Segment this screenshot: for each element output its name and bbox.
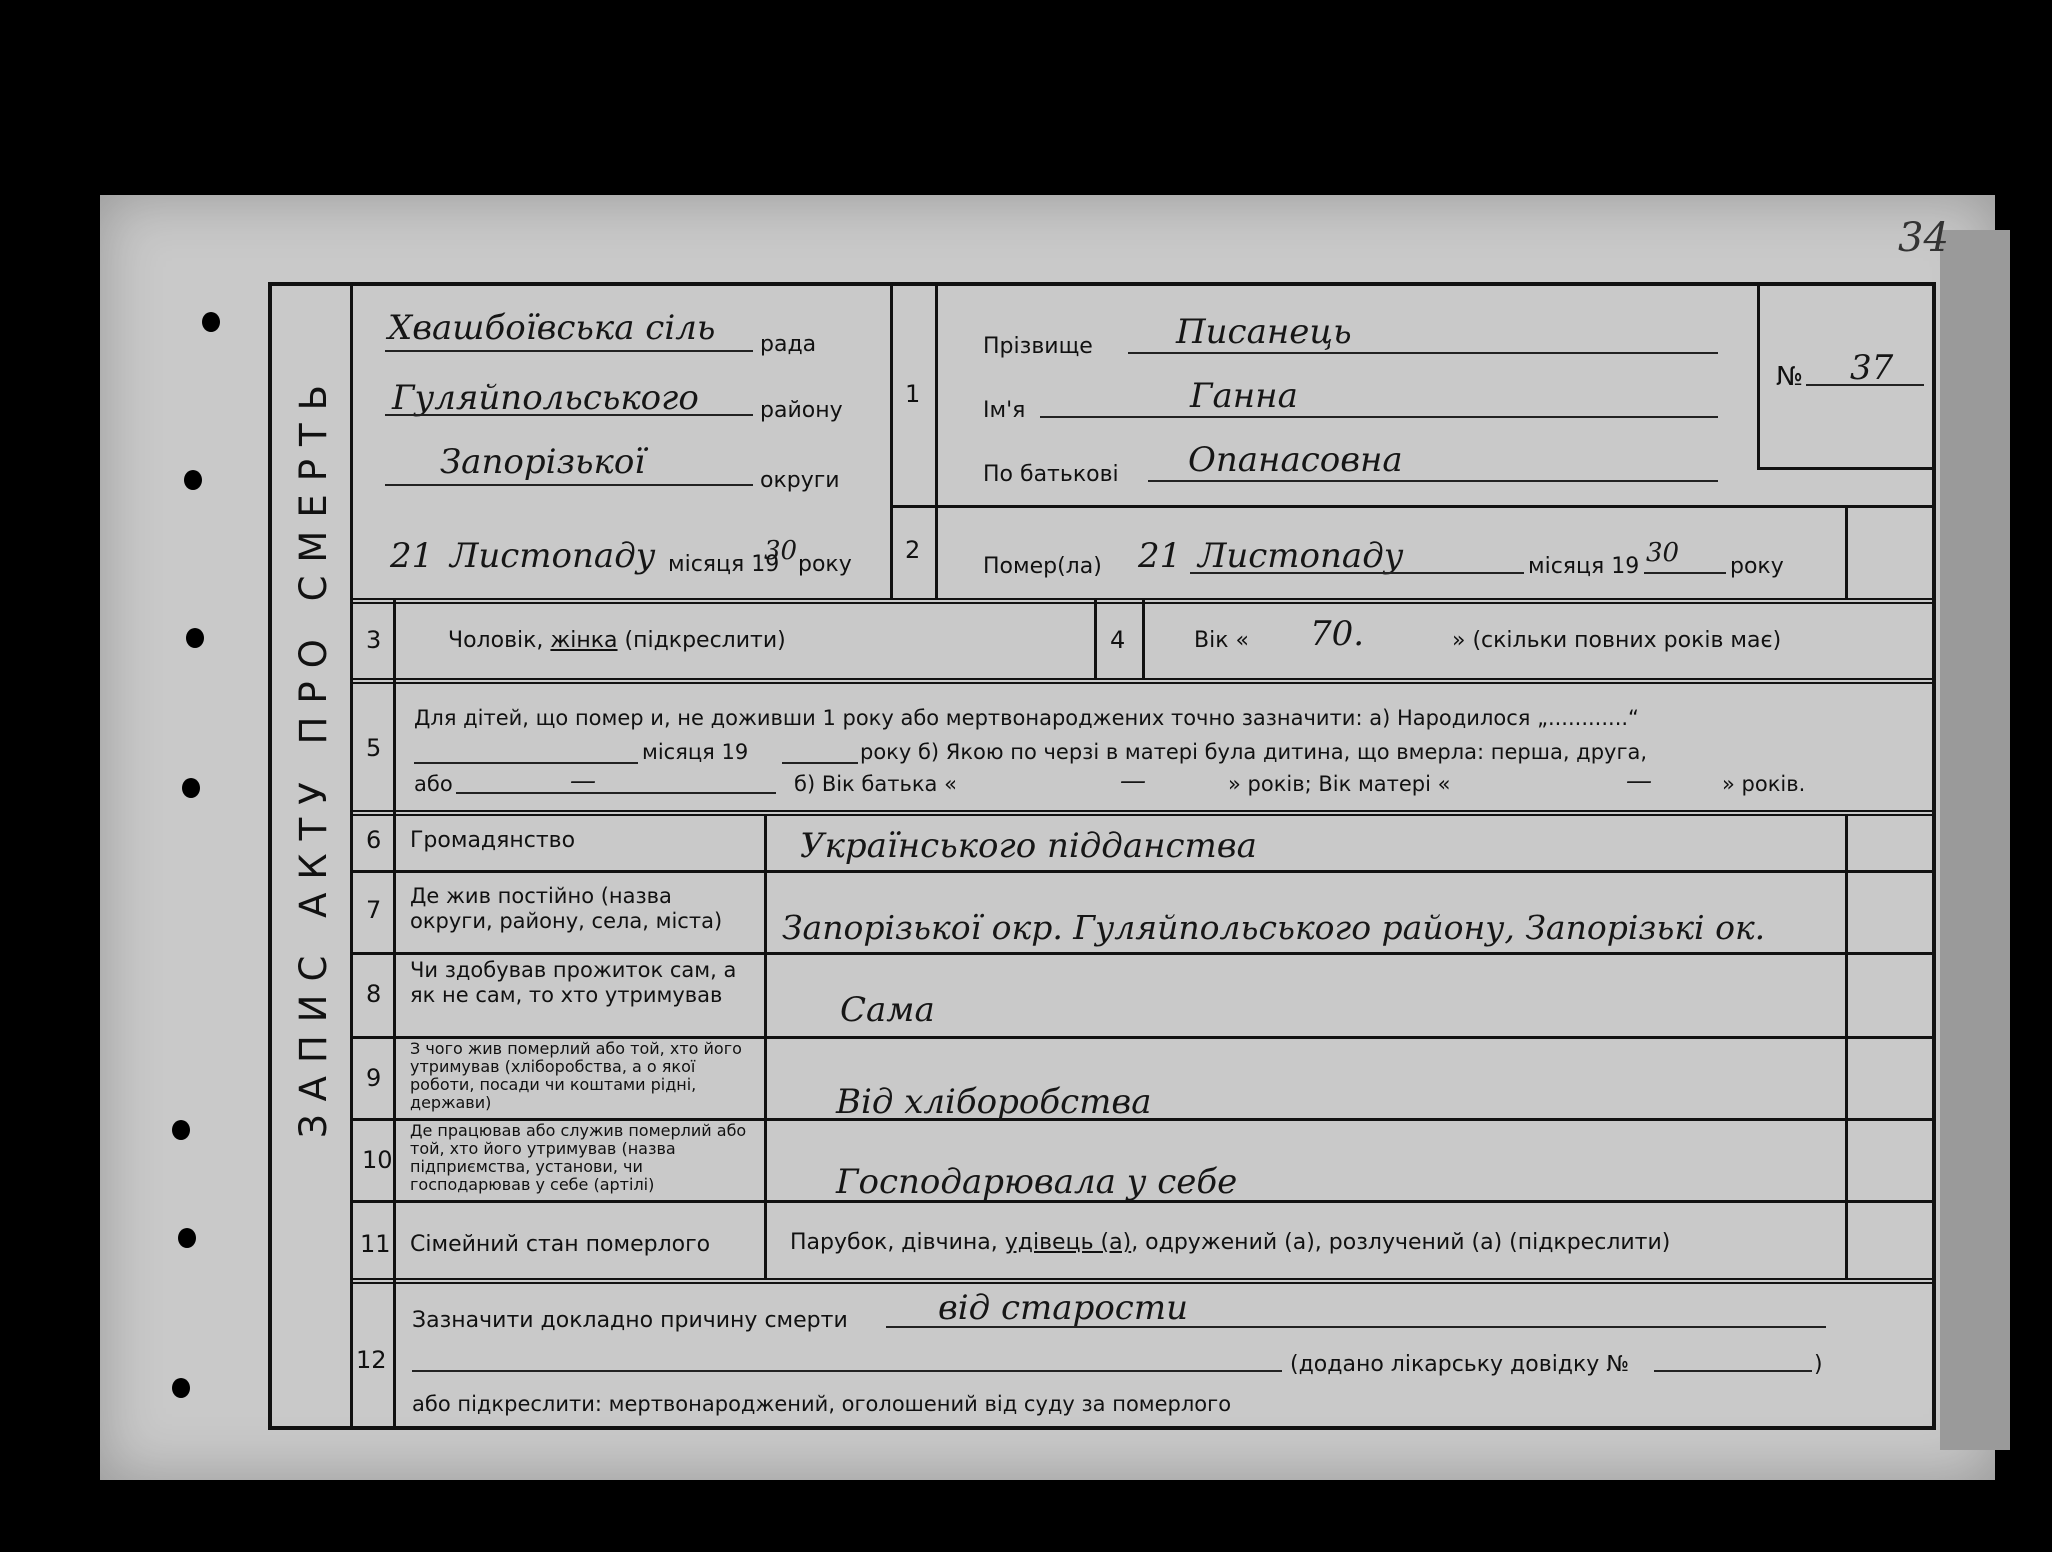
- record-no-label: №: [1776, 362, 1804, 392]
- section-number: 3: [366, 626, 382, 654]
- infant-line-1: Для дітей, що помер и, не доживши 1 року або мертвонароджених точно зазначити: а) Народилося „............“: [414, 706, 1639, 730]
- date-year-handwritten: 30: [764, 536, 798, 566]
- died-label: Помер(ла): [983, 554, 1102, 579]
- side-title: ЗАПИС АКТУ ПРО СМЕРТЬ: [292, 371, 335, 1139]
- marital-opt-widow-underlined: удівець (а): [1004, 1230, 1132, 1255]
- page-number: 34: [1898, 215, 1949, 261]
- divider-header: [890, 282, 893, 600]
- fill-line: [1190, 572, 1524, 574]
- fill-line: [414, 762, 638, 764]
- income-source-handwritten: Від хліборобства: [836, 1082, 1152, 1122]
- infant-month-label: місяця 19: [642, 740, 749, 764]
- infant-dash-handwritten: —: [570, 766, 596, 796]
- date-month-handwritten: Листопаду: [450, 536, 656, 576]
- fill-line: [1654, 1370, 1812, 1372]
- died-year-label: року: [1730, 554, 1784, 579]
- fill-line: [456, 792, 776, 794]
- infant-mother-age-label: » років; Вік матері «: [1228, 772, 1451, 796]
- divider-right-lower: [1845, 815, 1848, 1280]
- punch-hole: [178, 1228, 196, 1248]
- section-number: 6: [366, 826, 382, 854]
- age-hint: » (скільки повних років має): [1452, 628, 1782, 653]
- council-handwritten: Хвашбоївська сіль: [388, 308, 716, 348]
- surname-label: Прізвище: [983, 334, 1093, 359]
- date-day-handwritten: 21: [390, 536, 434, 576]
- infant-mother-age-handwritten: —: [1626, 766, 1652, 796]
- divider-row3: [350, 598, 1936, 604]
- died-day-handwritten: 21: [1138, 536, 1182, 576]
- died-year-handwritten: 30: [1646, 538, 1680, 568]
- date-month-label: місяця 19: [668, 552, 780, 577]
- infant-or-label: або: [414, 772, 453, 796]
- citizenship-handwritten: Українського підданства: [800, 826, 1257, 866]
- livelihood-handwritten: Сама: [840, 990, 935, 1030]
- okruha-handwritten: Запорізької: [440, 442, 646, 482]
- name-label: Ім'я: [983, 398, 1026, 423]
- infant-years-label: » років.: [1722, 772, 1806, 796]
- marital-opt-rest: , одружений (а), розлучений (а) (підкреслити): [1131, 1230, 1671, 1255]
- residence-label: Де жив постійно (назва округи, району, села, міста): [410, 884, 723, 933]
- punch-hole: [184, 470, 202, 490]
- section-number: 2: [905, 536, 921, 564]
- punch-hole: [186, 628, 204, 648]
- cause-handwritten: від старости: [938, 1288, 1188, 1328]
- section-number: 8: [366, 980, 382, 1008]
- surname-handwritten: Писанець: [1176, 312, 1352, 352]
- citizenship-label: Громадянство: [410, 828, 576, 853]
- livelihood-label: Чи здобував прожиток сам, а як не сам, то хто утримував: [410, 958, 737, 1007]
- divider-section2: [890, 505, 1936, 508]
- workplace-handwritten: Господарювала у себе: [836, 1162, 1238, 1202]
- council-label: рада: [760, 332, 817, 357]
- fill-line: [1806, 384, 1924, 386]
- divider-section-num: [935, 282, 938, 600]
- divider-row8: [350, 952, 1936, 955]
- district-handwritten: Гуляйпольського: [392, 378, 699, 418]
- sex-female-underlined: жінка: [550, 628, 618, 653]
- divider-sex-age: [1094, 600, 1097, 680]
- record-no-bottom: [1757, 467, 1932, 470]
- cause-alternatives: або підкреслити: мертвонароджений, оголошений від суду за померлого: [412, 1392, 1232, 1416]
- marital-options: [790, 1230, 1670, 1255]
- section-number: 11: [360, 1230, 391, 1258]
- okruha-label: округи: [760, 468, 840, 493]
- infant-line-2: року б) Якою по черзі в матері була дитина, що вмерла: перша, друга,: [860, 740, 1648, 764]
- punch-hole: [172, 1120, 190, 1140]
- section-number: 9: [366, 1064, 382, 1092]
- infant-father-age-label: б) Вік батька «: [794, 772, 957, 796]
- punch-hole: [172, 1378, 190, 1398]
- district-label: району: [760, 398, 843, 423]
- fill-line: [782, 762, 858, 764]
- divider-right: [1845, 505, 1848, 600]
- marital-opt-single: Парубок, дівчина,: [790, 1230, 1005, 1255]
- divider-row6: [350, 810, 1936, 816]
- section-number: 12: [356, 1346, 387, 1374]
- paper-edge: [1940, 230, 2010, 1450]
- age-handwritten: 70.: [1310, 614, 1365, 654]
- record-no-handwritten: 37: [1850, 348, 1894, 388]
- fill-line: [1644, 572, 1726, 574]
- name-handwritten: Ганна: [1190, 376, 1298, 416]
- section-number: 4: [1110, 626, 1126, 654]
- fill-line: [886, 1326, 1826, 1328]
- residence-handwritten: Запорізької окр. Гуляйпольського району, Запорізькі ок.: [782, 908, 1766, 947]
- sex-field: [448, 628, 786, 653]
- date-year-label: року: [798, 552, 852, 577]
- divider-num-col: [393, 600, 396, 1430]
- fill-line: [412, 1370, 1282, 1372]
- divider-age-num: [1142, 600, 1145, 680]
- divider-row7: [350, 870, 1936, 873]
- divider-row12: [350, 1278, 1936, 1284]
- punch-hole: [202, 312, 220, 332]
- fill-line: [385, 484, 753, 486]
- marital-label: Сімейний стан померлого: [410, 1232, 711, 1257]
- divider-label-col: [764, 815, 767, 1280]
- sex-hint: (підкреслити): [617, 628, 786, 653]
- section-number: 10: [362, 1146, 393, 1174]
- died-month-label: місяця 19: [1528, 554, 1640, 579]
- fill-line: [1148, 480, 1718, 482]
- fill-line: [385, 350, 753, 352]
- fill-line: [1040, 416, 1718, 418]
- section-number: 7: [366, 896, 382, 924]
- divider-left: [350, 282, 353, 1430]
- patronymic-label: По батькові: [983, 462, 1119, 487]
- sex-male: Чоловік,: [448, 628, 551, 653]
- section-number: 1: [905, 380, 921, 408]
- punch-hole: [182, 778, 200, 798]
- certificate-close: ): [1814, 1352, 1823, 1377]
- cause-label: Зазначити докладно причину смерти: [412, 1308, 848, 1333]
- age-label: Вік «: [1194, 628, 1249, 653]
- divider-record-no: [1757, 282, 1760, 467]
- patronymic-handwritten: Опанасовна: [1188, 440, 1403, 480]
- infant-father-age-handwritten: —: [1120, 766, 1146, 796]
- income-source-label: З чого жив померлий або той, хто його утримував (хліборобства, а о якої роботи, посади чи коштами рідні, держави): [410, 1039, 742, 1112]
- divider-row5: [350, 678, 1936, 684]
- fill-line: [385, 414, 753, 416]
- certificate-label: (додано лікарську довідку №: [1290, 1352, 1630, 1377]
- section-number: 5: [366, 734, 382, 762]
- fill-line: [1128, 352, 1718, 354]
- died-month-handwritten: Листопаду: [1198, 536, 1404, 576]
- workplace-label: Де працював або служив померлий або той, хто його утримував (назва підприємства, установи, чи господарював у себе (артілі): [410, 1121, 747, 1194]
